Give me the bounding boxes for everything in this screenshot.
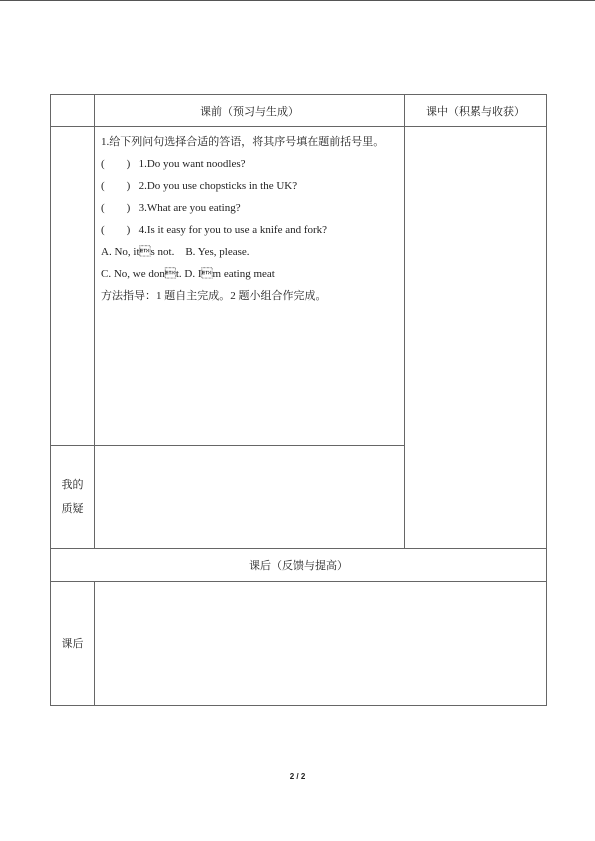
my-questions-cell [95, 446, 405, 549]
in-class-notes-cell [405, 127, 547, 549]
question-3: ( ) 3.What are you eating? [101, 202, 241, 214]
after-class-label: 课后 [51, 582, 95, 706]
method-guidance: 方法指导：1 题自主完成。2 题小组合作完成。 [101, 290, 327, 302]
answer-options-2: C. No, we dont. D. Im eating meat [101, 268, 275, 280]
study-guide-table [50, 94, 547, 706]
after-class-header-row [51, 549, 547, 582]
my-questions-label: 我的 质疑 [51, 446, 95, 549]
task-cell [95, 127, 405, 446]
before-class-header: 课前（预习与生成） [95, 95, 405, 127]
after-class-row [51, 582, 547, 706]
top-rule [0, 0, 595, 1]
question-1: ( ) 1.Do you want noodles? [101, 158, 246, 170]
in-class-header: 课中（积累与收获） [405, 95, 547, 127]
answer-options-1: A. No, its not. B. Yes, please. [101, 246, 250, 258]
header-row [51, 95, 547, 127]
blank-label-cell [51, 127, 95, 446]
blank-corner-cell [51, 95, 95, 127]
after-class-cell [95, 582, 547, 706]
task-row [51, 127, 547, 446]
question-4: ( ) 4.Is it easy for you to use a knife and fork? [101, 224, 328, 236]
page-number: 2 / 2 [289, 772, 306, 781]
task-intro: 1.给下列问句选择合适的答语，将其序号填在题前括号里。 [101, 136, 385, 148]
after-class-header: 课后（反馈与提高） [51, 549, 547, 582]
question-2: ( ) 2.Do you use chopsticks in the UK? [101, 180, 298, 192]
